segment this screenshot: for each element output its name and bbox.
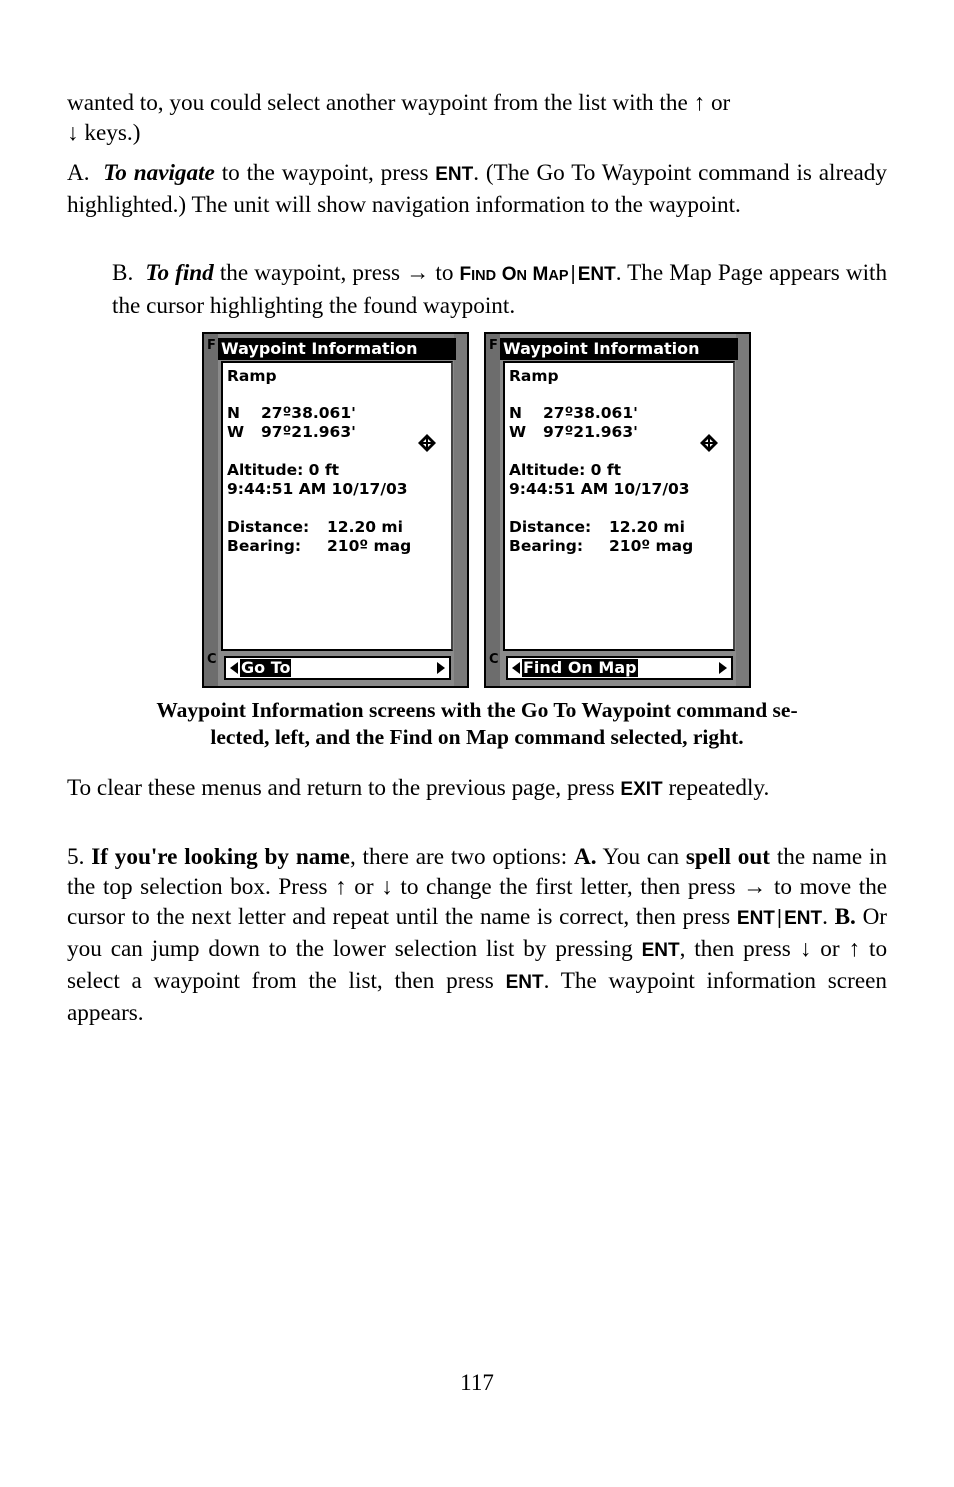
edge-glyph: F [489, 338, 498, 353]
screen-edge [736, 334, 749, 686]
emphasis: To navigate [103, 160, 215, 186]
waypoint-screen-left [202, 332, 469, 688]
option-label: A. [573, 844, 597, 870]
text: . The waypoint information screen appears. [67, 968, 887, 1026]
ent-key: ENT [435, 164, 474, 185]
page-number: 117 [460, 1370, 494, 1395]
waypoint-name: Ramp [227, 367, 277, 385]
waypoint-screen-right [484, 332, 751, 688]
timestamp: 9:44:51 AM 10/17/03 [509, 480, 690, 498]
command-selector[interactable] [506, 656, 733, 680]
command-selector[interactable] [224, 656, 451, 680]
text: or [820, 936, 840, 962]
find-on-map-key: FIND ON MAP [459, 264, 569, 285]
paragraph-by-name [67, 842, 887, 1028]
altitude: Altitude: 0 ft [227, 461, 340, 479]
caption-line: lected, left, and the Find on Map command selected, right. [210, 725, 744, 749]
text: to change the first letter, then press [400, 874, 736, 900]
text: repeatedly. [668, 775, 770, 801]
ent-key: ENT [505, 972, 544, 993]
text: to the waypoint, press [221, 160, 429, 186]
up-arrow-icon: ↑ [693, 90, 706, 116]
right-arrow-icon[interactable] [437, 662, 445, 674]
step-label: A. [67, 160, 90, 186]
option-label: B. [834, 904, 856, 930]
emphasis: If you're looking by name [91, 844, 350, 870]
text: wanted to, you could select another waypoint from the list with the [67, 90, 688, 116]
selected-command[interactable]: Find On Map [523, 658, 637, 677]
emphasis: To find [145, 260, 214, 286]
text: , there are two options: [349, 844, 568, 870]
emphasis: spell out [685, 844, 770, 870]
waypoint-icon [417, 433, 437, 453]
text: to [435, 260, 454, 286]
longitude: W 97º21.963' [227, 423, 356, 441]
up-arrow-icon: ↑ [848, 936, 861, 962]
text: . [822, 904, 828, 930]
distance: Distance: 12.20 mi [509, 518, 685, 536]
text: keys.) [84, 120, 141, 146]
step-number: 5. [67, 844, 85, 870]
paragraph-intro [67, 88, 887, 148]
ent-key: ENT [736, 908, 775, 929]
ent-key: ENT [577, 264, 616, 285]
text: or [354, 874, 374, 900]
edge-glyph: C [489, 652, 499, 667]
text: To clear these menus and return to the previous page, press [67, 775, 615, 801]
screen-edge [204, 334, 218, 686]
ent-key: ENT [641, 940, 680, 961]
right-arrow-icon[interactable] [719, 662, 727, 674]
text: the name in the top selection box. Press [67, 844, 888, 900]
separator: | [776, 907, 783, 929]
left-arrow-icon[interactable] [230, 662, 238, 674]
caption-line: Waypoint Information screens with the Go To Waypoint command se- [156, 698, 798, 722]
screen-edge [486, 334, 500, 686]
altitude: Altitude: 0 ft [509, 461, 622, 479]
longitude: W 97º21.963' [509, 423, 638, 441]
down-arrow-icon: ↓ [799, 936, 812, 962]
ent-key: ENT [784, 908, 823, 929]
exit-key: EXIT [620, 779, 663, 800]
selected-command[interactable]: Go To [241, 658, 291, 677]
up-arrow-icon: ↑ [335, 874, 347, 900]
down-arrow-icon: ↓ [67, 120, 79, 146]
text: to select a waypoint from the list, then press [67, 936, 888, 994]
down-arrow-icon: ↓ [381, 874, 393, 900]
text: , then press [679, 936, 791, 962]
right-arrow-icon: → [743, 874, 767, 900]
info-panel [503, 361, 735, 651]
screen-title: Waypoint Information [218, 338, 456, 360]
text: . (The Go To Waypoint command is already highlighted.) The unit will show navigation information to the waypoint. [67, 160, 887, 218]
text: to move the cursor to the next letter and repeat until the name is correct, then press [67, 874, 888, 930]
step-label: B. [112, 260, 134, 286]
latitude: N 27º38.061' [509, 404, 638, 422]
screen-title: Waypoint Information [500, 338, 738, 360]
paragraph-find [112, 258, 887, 321]
right-arrow-icon: → [406, 260, 430, 286]
edge-glyph: F [207, 338, 216, 353]
text: You can [602, 844, 680, 870]
bearing: Bearing: 210º mag [227, 537, 412, 555]
waypoint-name: Ramp [509, 367, 559, 385]
text: the waypoint, press [219, 260, 401, 286]
paragraph-clear-menus [67, 773, 887, 805]
bearing: Bearing: 210º mag [509, 537, 694, 555]
timestamp: 9:44:51 AM 10/17/03 [227, 480, 408, 498]
latitude: N 27º38.061' [227, 404, 356, 422]
separator: | [570, 263, 576, 285]
screen-edge [454, 334, 467, 686]
edge-glyph: C [207, 652, 217, 667]
distance: Distance: 12.20 mi [227, 518, 403, 536]
text: . The Map Page appears with the cursor highlighting the found waypoint. [112, 260, 888, 319]
text: or [710, 90, 731, 116]
paragraph-navigate [67, 158, 887, 220]
waypoint-icon [699, 433, 719, 453]
info-panel [221, 361, 453, 651]
text: Or you can jump down to the lower selection list by pressing [67, 904, 888, 962]
figure-caption [67, 697, 887, 751]
left-arrow-icon[interactable] [512, 662, 520, 674]
